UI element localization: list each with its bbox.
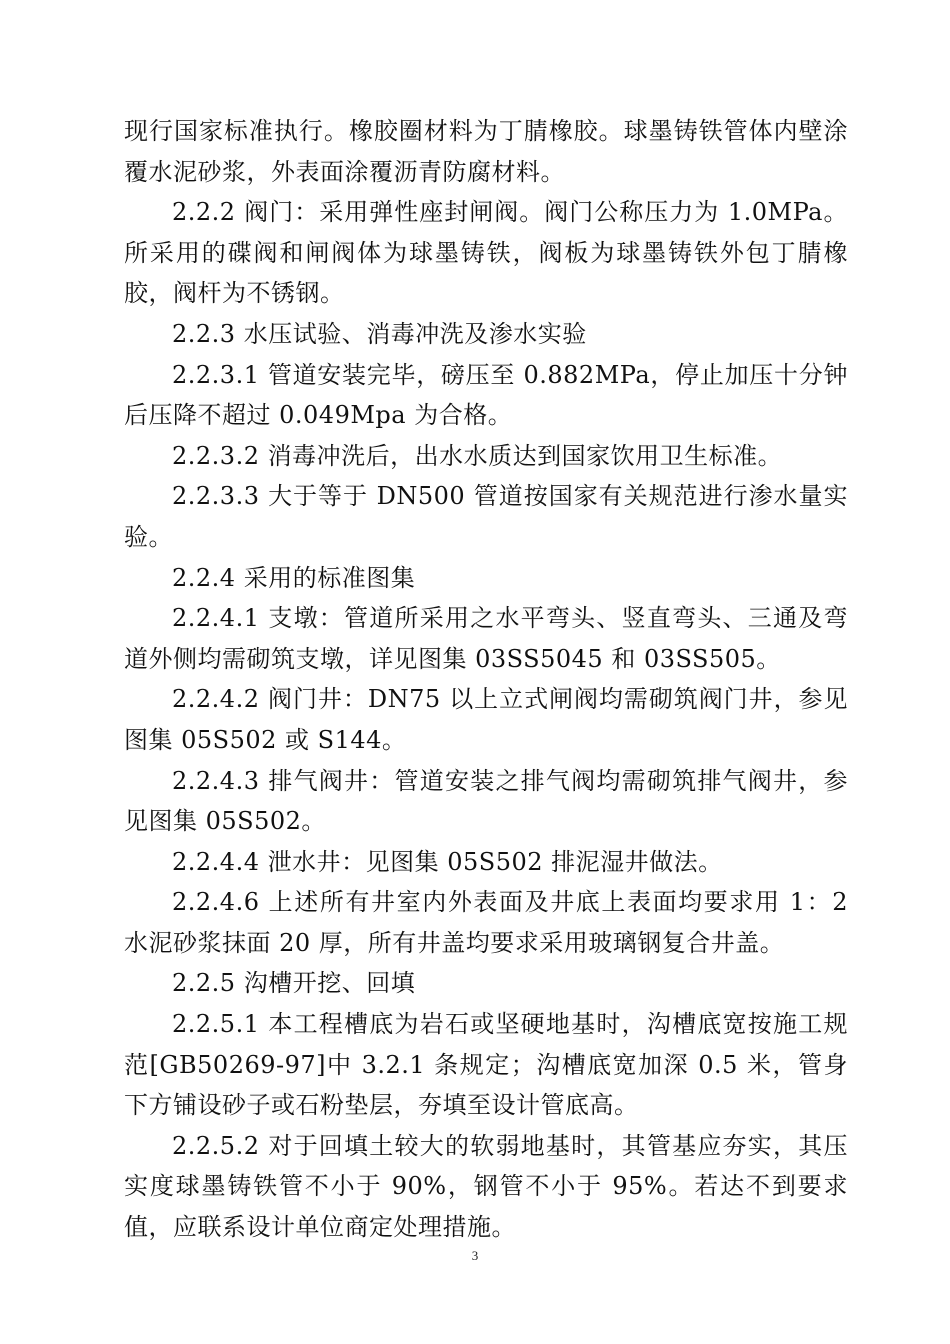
paragraph-2-2-2: 2.2.2 阀门：采用弹性座封闸阀。阀门公称压力为 1.0MPa。所采用的碟阀和闸阀体为球墨铸铁，阀板为球墨铸铁外包丁腈橡胶，阀杆为不锈钢。 (124, 198, 848, 308)
paragraph-2-2-4-1: 2.2.4.1 支墩：管道所采用之水平弯头、竖直弯头、三通及弯道外侧均需砌筑支墩，详见图集 03SS5045 和 03SS505。 (124, 604, 848, 673)
paragraph-2-2-4-4: 2.2.4.4 泄水井：见图集 05S502 排泥湿井做法。 (172, 847, 723, 876)
paragraph-2-2-3-1: 2.2.3.1 管道安装完毕，磅压至 0.882MPa，停止加压十分钟后压降不超过 0.049Mpa 为合格。 (124, 360, 848, 430)
paragraph-2-2-4-6: 2.2.4.6 上述所有井室内外表面及井底上表面均要求用 1：2 水泥砂浆抹面 20 厚，所有井盖均要求采用玻璃钢复合井盖。 (124, 888, 848, 957)
heading-2-2-3: 2.2.3 水压试验、消毒冲洗及渗水实验 (172, 319, 587, 348)
paragraph-1: 现行国家标准执行。橡胶圈材料为丁腈橡胶。球墨铸铁管体内壁涂覆水泥砂浆，外表面涂覆沥青防腐材料。 (124, 117, 848, 186)
paragraph-2-2-4-3: 2.2.4.3 排气阀井：管道安装之排气阀均需砌筑排气阀井，参见图集 05S502。 (124, 766, 848, 836)
heading-2-2-5: 2.2.5 沟槽开挖、回填 (172, 969, 416, 998)
paragraph-2-2-5-2: 2.2.5.2 对于回填土较大的软弱地基时，其管基应夯实，其压实度球墨铸铁管不小于 90%，钢管不小于 95%。若达不到要求值，应联系设计单位商定处理措施。 (124, 1131, 848, 1242)
page-number: 3 (471, 1248, 479, 1263)
paragraph-2-2-5-1: 2.2.5.1 本工程槽底为岩石或坚硬地基时，沟槽底宽按施工规范[GB50269-97]中 3.2.1 条规定；沟槽底宽加深 0.5 米，管身下方铺设砂子或石粉垫层，夯填至设计管底高。 (124, 1010, 848, 1120)
paragraph-2-2-3-2: 2.2.3.2 消毒冲洗后，出水水质达到国家饮用卫生标准。 (172, 441, 783, 470)
paragraph-2-2-4-2: 2.2.4.2 阀门井：DN75 以上立式闸阀均需砌筑阀门井，参见图集 05S502 或 S144。 (124, 685, 848, 754)
body-text (124, 111, 848, 1248)
heading-2-2-4: 2.2.4 采用的标准图集 (172, 563, 416, 592)
paragraph-2-2-3-3: 2.2.3.3 大于等于 DN500 管道按国家有关规范进行渗水量实验。 (124, 482, 848, 551)
